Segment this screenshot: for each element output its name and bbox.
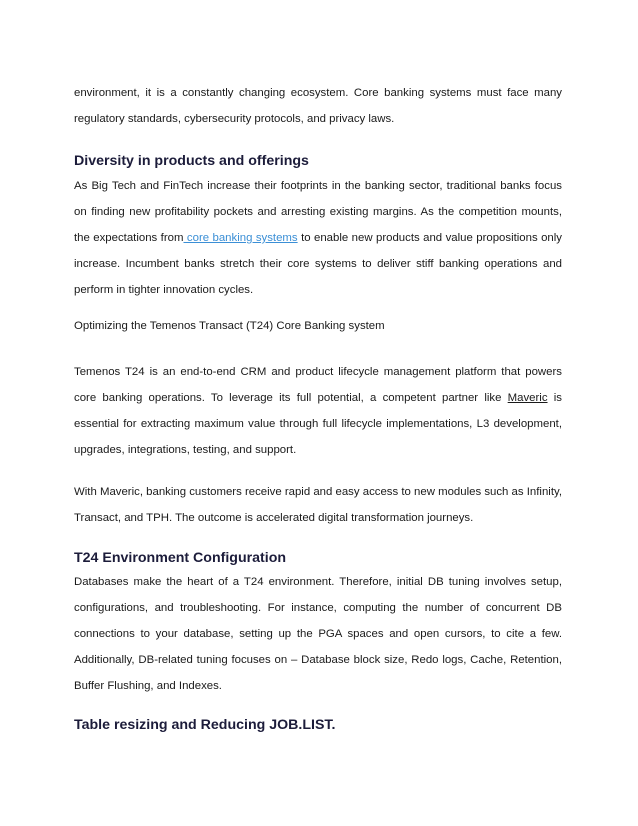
t24-text: Databases make the heart of a T24 environment. Therefore, initial DB tuning involves setup, configurations, and troubleshooting. For instance, computing the number of concurrent DB connections to your database, setting up the PGA spaces and open cursors, to cite a few. Additionally, DB-related tuning focuses on – Database block size, Redo logs, Cache, Retention, Buffer Flushing, and Indexes.	[74, 576, 562, 692]
temenos-text-after: is essential for extracting maximum value through full lifecycle implementations, L3 development, upgrades, integrations, testing, and support.	[74, 392, 562, 456]
optimizing-text: Optimizing the Temenos Transact (T24) Core Banking system	[74, 320, 385, 332]
intro-text: environment, it is a constantly changing ecosystem. Core banking systems must face many regulatory standards, cybersecurity protocols, and privacy laws.	[74, 87, 562, 125]
diversity-text-before: As Big Tech and FinTech increase their footprints in the banking sector, traditional banks focus on finding new profitability pockets and arresting existing margins. As the competition mounts, the expectations from	[74, 180, 562, 244]
t24-heading-block	[74, 548, 562, 568]
maveric-link[interactable]: Maveric	[507, 392, 548, 404]
core-banking-systems-link[interactable]: core banking systems	[183, 232, 298, 244]
maveric-text: With Maveric, banking customers receive rapid and easy access to new modules such as Infinity, Transact, and TPH. The outcome is accelerated digital transformation journeys.	[74, 486, 562, 524]
maveric-paragraph	[74, 479, 562, 531]
temenos-text-before: Temenos T24 is an end-to-end CRM and product lifecycle management platform that powers core banking operations. To leverage its full potential, a competent partner like	[74, 366, 562, 404]
table-heading-block	[74, 715, 562, 735]
t24-paragraph	[74, 569, 562, 699]
diversity-heading: Diversity in products and offerings	[74, 153, 309, 169]
intro-paragraph	[74, 80, 562, 132]
diversity-heading-block	[74, 151, 562, 171]
diversity-paragraph	[74, 173, 562, 303]
t24-heading: T24 Environment Configuration	[74, 550, 287, 566]
temenos-paragraph	[74, 359, 562, 463]
diversity-text-after: to enable new products and value propositions only increase. Incumbent banks stretch their core systems to deliver stiff banking operations and perform in tighter innovation cycles.	[74, 232, 562, 296]
table-resizing-heading: Table resizing and Reducing JOB.LIST.	[74, 717, 336, 733]
optimizing-paragraph	[74, 313, 562, 339]
